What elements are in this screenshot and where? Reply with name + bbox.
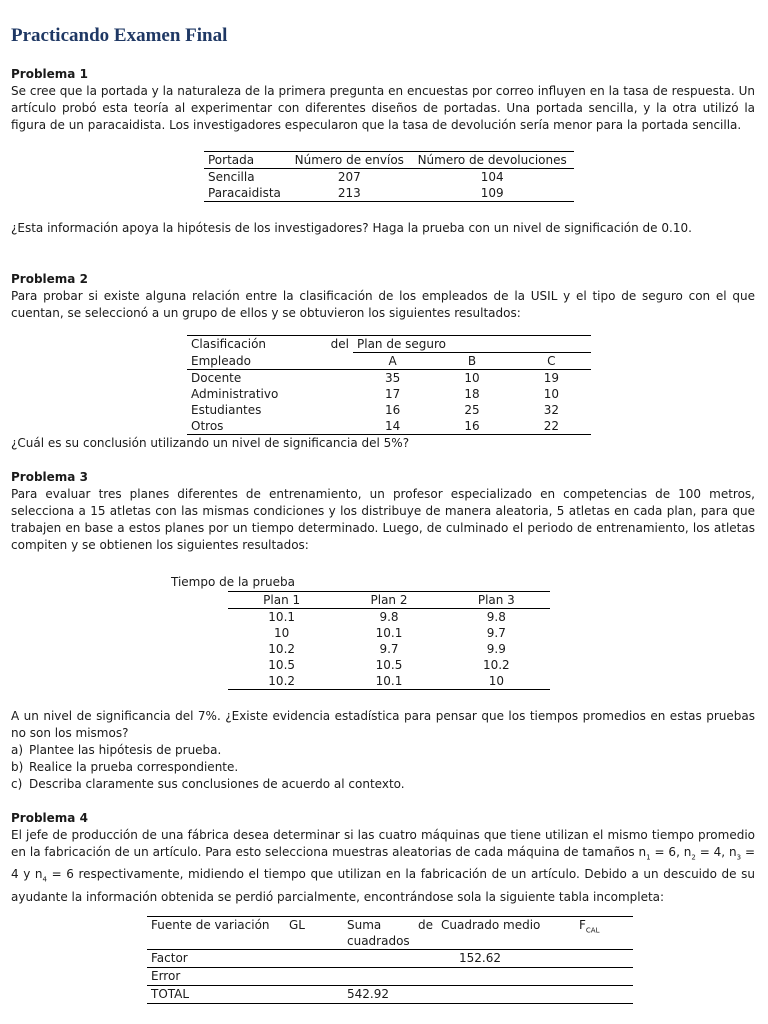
- table-cell: Factor: [151, 950, 188, 965]
- table-header: GL: [289, 917, 305, 932]
- table-header-row: [204, 152, 574, 169]
- problem-2-heading: Problema 2: [11, 272, 88, 286]
- table-cell: 104: [480, 170, 504, 184]
- table-header-part: de: [418, 917, 433, 932]
- problem-4-text-part: = 4 y n: [11, 845, 755, 882]
- table-cell: 213: [337, 186, 361, 200]
- problem-3-table: [228, 591, 550, 690]
- table-cell: 9.8: [486, 610, 506, 624]
- table-header: Número de envíos: [294, 153, 404, 167]
- table-row: [228, 673, 550, 690]
- table-header: Fuente de variación: [151, 917, 270, 932]
- table-header: Plan 3: [477, 593, 515, 607]
- problem-2-text: Para probar si existe alguna relación entre la clasificación de los empleados de la USIL y el tipo de seguro con el que cuentan, se seleccionó a un grupo de ellos y se obtuvieron los siguientes resultados:: [11, 289, 755, 320]
- table-cell: 18: [464, 387, 480, 401]
- table-cell: 14: [385, 419, 401, 433]
- problem-4: [11, 810, 755, 1004]
- problem-4-text: [11, 827, 755, 906]
- table-header: Número de devoluciones: [417, 153, 567, 167]
- table-cell: 10.2: [482, 658, 510, 672]
- table-header: Empleado: [191, 353, 251, 368]
- table-cell: 22: [543, 419, 559, 433]
- problem-1-text: Se cree que la portada y la naturaleza de la primera pregunta en encuestas por correo influyen en la tasa de respuesta. Un artículo probó esta teoría al experimentar con diferentes diseños de portadas. Una portada sencilla, y la otra utilizó la figura de un paracaidista. Los investigadores especularon que la tasa de devolución sería menor para la portada sencilla.: [11, 84, 755, 132]
- table-cell: Paracaidista: [208, 186, 281, 200]
- table-header: Plan de seguro: [357, 337, 447, 351]
- subscript: 2: [691, 853, 696, 862]
- table-cell: [437, 985, 575, 1003]
- table-header: Plan 1: [263, 593, 301, 607]
- table-cell: Docente: [191, 371, 242, 385]
- problem-4-anova-table: [147, 916, 633, 1004]
- table-header: Clasificación: [191, 337, 267, 352]
- table-header: [343, 916, 437, 949]
- problem-1: [11, 66, 755, 237]
- problem-2: [11, 271, 755, 452]
- table-row: [147, 949, 633, 967]
- table-cell: [575, 985, 633, 1003]
- table-cell: TOTAL: [151, 986, 190, 1001]
- table-cell: 10.2: [268, 642, 296, 656]
- table-header-part: F: [579, 917, 586, 932]
- table-row: [228, 625, 550, 641]
- table-cell: 10: [543, 387, 559, 401]
- table-header: Portada: [208, 153, 255, 167]
- table-cell: Sencilla: [208, 170, 255, 184]
- table-cell: 10: [464, 371, 480, 385]
- problem-4-text-part: = 6 respectivamente, midiendo el tiempo que utilizan en la fabricación de un artículo. Debido a un descuido de su ayudante la información obtenida se perdió parcialmente, encontrándose sola la siguiente tabla incompleta:: [11, 867, 755, 904]
- table-row: [228, 641, 550, 657]
- problem-4-text-part: El jefe de producción de una fábrica desea determinar si las cuatro máquinas que tiene utilizan el mismo tiempo promedio en la fabricación de un artículo. Para esto selecciona muestras aleatorias de cada máquina de tamaños n: [11, 828, 755, 859]
- table-header: del: [330, 337, 349, 352]
- table-cell: 152.62: [459, 950, 501, 965]
- table-cell: 9.7: [379, 642, 399, 656]
- list-item-label: b): [11, 760, 24, 774]
- table-cell: 35: [385, 371, 401, 385]
- table-header: Cuadrado medio: [441, 917, 541, 932]
- table-cell: [285, 985, 343, 1003]
- table-cell: 32: [543, 403, 559, 417]
- table-cell: 10: [488, 674, 504, 688]
- table-header: C: [512, 353, 591, 370]
- table-row: [187, 418, 591, 435]
- problem-3: [11, 469, 755, 793]
- table-header-row: [187, 336, 591, 353]
- table-cell: 19: [543, 371, 559, 385]
- table-cell: 10.1: [375, 626, 403, 640]
- table-header-row: [187, 353, 591, 370]
- table-cell: 16: [464, 419, 480, 433]
- table-header-part: Suma: [347, 917, 382, 932]
- table-cell: [575, 949, 633, 967]
- table-cell: 10.5: [375, 658, 403, 672]
- subscript: CAL: [585, 926, 600, 935]
- table-cell: 10.2: [268, 674, 296, 688]
- problem-3-heading: Problema 3: [11, 470, 88, 484]
- subscript: 3: [736, 853, 742, 862]
- table-header: B: [432, 353, 511, 370]
- table-row: [187, 386, 591, 402]
- table-cell: 16: [385, 403, 401, 417]
- table-row: [187, 370, 591, 387]
- problem-3-text: Para evaluar tres planes diferentes de entrenamiento, un profesor especializado en competencias de 100 metros, selecciona a 15 atletas con las mismas condiciones y los distribuye de manera aleatoria, 5 atletas en cada plan, para que trabajen en base a estos planes por un tiempo determinado. Luego, de culminado el periodo de entrenamiento, los atletas compiten y se obtienen los siguientes resultados:: [11, 487, 755, 552]
- problem-1-table: [204, 151, 574, 202]
- table-row: [147, 985, 633, 1003]
- table-cell: 109: [480, 186, 504, 200]
- subscript: 4: [42, 875, 47, 884]
- problem-2-question: ¿Cuál es su conclusión utilizando un nivel de significancia del 5%?: [11, 436, 410, 450]
- table-row: [228, 657, 550, 673]
- problem-1-question: ¿Esta información apoya la hipótesis de los investigadores? Haga la prueba con un nivel de significación de 0.10.: [11, 221, 692, 235]
- table-cell: 207: [337, 170, 361, 184]
- table-cell: [343, 967, 437, 985]
- table-cell: Estudiantes: [191, 403, 262, 417]
- table-cell: Otros: [191, 419, 224, 433]
- problem-3-question: A un nivel de significancia del 7%. ¿Existe evidencia estadística para pensar que los tiempos promedios en estas pruebas no son los mismos?: [11, 709, 755, 740]
- table-row: [147, 967, 633, 985]
- table-cell: 10.1: [268, 610, 296, 624]
- table-cell: Administrativo: [191, 387, 279, 401]
- problem-4-heading: Problema 4: [11, 811, 88, 825]
- problem-4-text-part: = 6, n: [650, 845, 692, 859]
- table-cell: [285, 967, 343, 985]
- document-page: [11, 24, 755, 1004]
- list-item: [11, 742, 755, 759]
- table-cell: 17: [385, 387, 401, 401]
- list-item-text: Describa claramente sus conclusiones de acuerdo al contexto.: [29, 777, 405, 791]
- table-cell: 25: [464, 403, 480, 417]
- list-item-label: c): [11, 777, 23, 791]
- table-header-row: [228, 592, 550, 609]
- problem-2-table: [187, 335, 591, 435]
- list-item: [11, 776, 755, 793]
- list-item-label: a): [11, 743, 24, 757]
- table-row: [228, 609, 550, 626]
- table-header: Plan 2: [370, 593, 408, 607]
- list-item-text: Realice la prueba correspondiente.: [29, 760, 239, 774]
- table-header-row: [147, 916, 633, 949]
- table-cell: [343, 949, 437, 967]
- table-header: A: [353, 353, 432, 370]
- table-cell: 10: [274, 626, 290, 640]
- problem-4-text-part: = 4, n: [695, 845, 737, 859]
- table-row: [204, 185, 574, 202]
- list-item: [11, 759, 755, 776]
- table-cell: 10.1: [375, 674, 403, 688]
- list-item-text: Plantee las hipótesis de prueba.: [29, 743, 222, 757]
- table-cell: 9.7: [486, 626, 506, 640]
- table-cell: [437, 967, 575, 985]
- problem-3-items: [11, 742, 755, 793]
- table-cell: 9.9: [486, 642, 506, 656]
- table-cell: [575, 967, 633, 985]
- table-row: [187, 402, 591, 418]
- table-cell: 542.92: [347, 986, 389, 1001]
- table-row: [204, 169, 574, 186]
- subscript: 1: [646, 853, 651, 862]
- problem-1-heading: Problema 1: [11, 67, 88, 81]
- table-cell: 10.5: [268, 658, 296, 672]
- table-header: [575, 916, 633, 949]
- table-header-part: cuadrados: [347, 933, 410, 948]
- table-cell: [285, 949, 343, 967]
- table-cell: 9.8: [379, 610, 399, 624]
- page-title: Practicando Examen Final: [11, 25, 228, 46]
- problem-3-table-caption: Tiempo de la prueba: [171, 575, 295, 589]
- table-cell: Error: [151, 968, 181, 983]
